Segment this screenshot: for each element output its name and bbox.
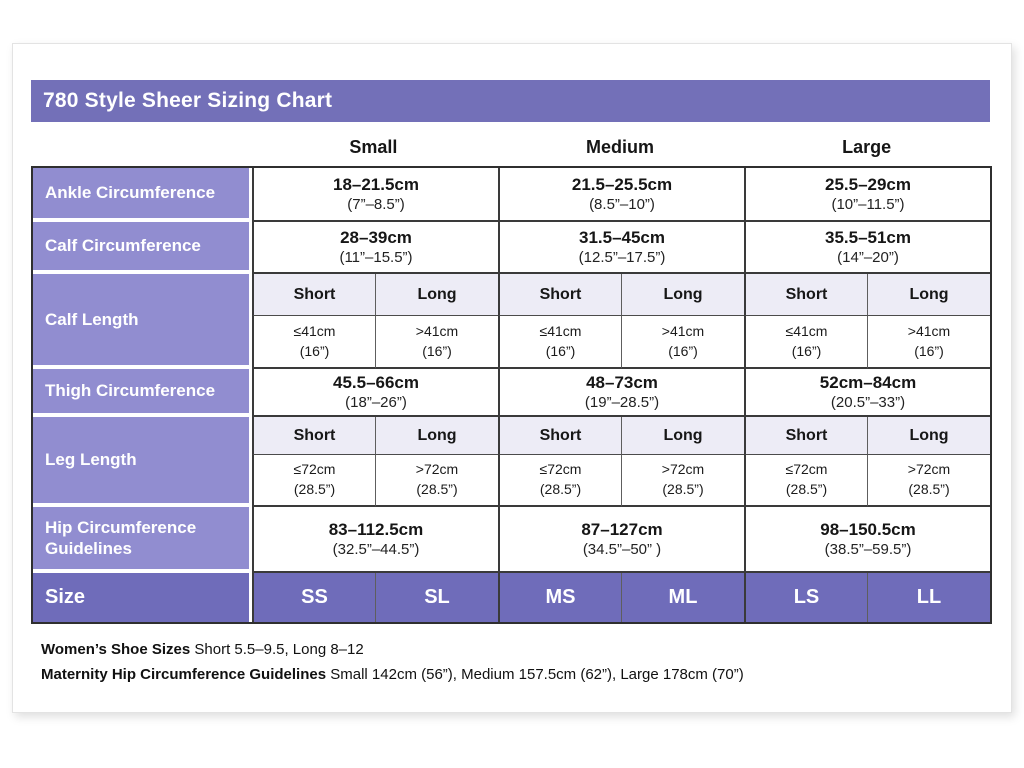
footnotes xyxy=(41,640,744,690)
row-label-calf-length: Calf Length xyxy=(33,274,252,369)
size-cell-ml: ML xyxy=(621,573,744,622)
size-cell-ls: LS xyxy=(744,573,867,622)
leg-length-small-short-cell: ≤72cm (28.5”) xyxy=(252,455,375,507)
row-label-leg-length: Leg Length xyxy=(33,417,252,507)
size-cell-ss: SS xyxy=(252,573,375,622)
calf-length-medium-short-header: Short xyxy=(498,274,621,316)
leg-length-medium-long-header: Long xyxy=(621,417,744,455)
ankle-small-cell xyxy=(252,168,498,222)
leg-length-small-long-cell: >72cm (28.5”) xyxy=(375,455,498,507)
thigh-large-cell: 52cm–84cm (20.5”–33”) xyxy=(744,369,990,417)
sizing-table xyxy=(31,166,992,624)
thigh-medium-cell: 48–73cm (19”–28.5”) xyxy=(498,369,744,417)
leg-length-medium-short-cell: ≤72cm (28.5”) xyxy=(498,455,621,507)
calf-circumference-medium-cell: 31.5–45cm (12.5”–17.5”) xyxy=(498,222,744,274)
chart-title-bar xyxy=(31,80,990,122)
size-cell-sl: SL xyxy=(375,573,498,622)
ankle-medium-cell xyxy=(498,168,744,222)
leg-length-large-short-header: Short xyxy=(744,417,867,455)
footnote-maternity-text: Small 142cm (56”), Medium 157.5cm (62”), Large 178cm (70”) xyxy=(326,666,744,683)
leg-length-small-short-header: Short xyxy=(252,417,375,455)
calf-circumference-small-cell: 28–39cm (11”–15.5”) xyxy=(252,222,498,274)
calf-length-small-long-cell: >41cm (16”) xyxy=(375,316,498,369)
row-label-size: Size xyxy=(33,573,252,622)
leg-length-small-long-header: Long xyxy=(375,417,498,455)
ankle-medium-cm: 21.5–25.5cm xyxy=(571,174,673,194)
calf-length-large-short-header: Short xyxy=(744,274,867,316)
calf-length-medium-long-header: Long xyxy=(621,274,744,316)
footnote-shoe-sizes-title: Women’s Shoe Sizes xyxy=(41,641,191,658)
leg-length-medium-long-cell: >72cm (28.5”) xyxy=(621,455,744,507)
row-label-hip-circumference-guidelines: Hip Circumference Guidelines xyxy=(33,507,252,573)
footnote-shoe-sizes-text: Short 5.5–9.5, Long 8–12 xyxy=(190,641,364,658)
leg-length-large-long-cell: >72cm (28.5”) xyxy=(867,455,990,507)
size-cell-ms: MS xyxy=(498,573,621,622)
footnote-shoe-sizes xyxy=(41,640,744,659)
leg-length-large-long-header: Long xyxy=(867,417,990,455)
row-label-calf-circumference: Calf Circumference xyxy=(33,222,252,274)
hip-large-cell: 98–150.5cm (38.5”–59.5”) xyxy=(744,507,990,573)
row-label-ankle-circumference: Ankle Circumference xyxy=(33,168,252,222)
ankle-large-cell xyxy=(744,168,990,222)
size-cell-ll: LL xyxy=(867,573,990,622)
column-header-large: Large xyxy=(842,137,892,157)
footnote-maternity xyxy=(41,665,744,684)
row-label-thigh-circumference: Thigh Circumference xyxy=(33,369,252,417)
ankle-small-inches: (7”–8.5”) xyxy=(347,195,405,213)
calf-length-small-short-cell: ≤41cm (16”) xyxy=(252,316,375,369)
calf-circumference-large-cell: 35.5–51cm (14”–20”) xyxy=(744,222,990,274)
ankle-medium-inches: (8.5”–10”) xyxy=(589,195,655,213)
leg-length-large-short-cell: ≤72cm (28.5”) xyxy=(744,455,867,507)
column-header-small: Small xyxy=(349,137,398,157)
column-header-medium: Medium xyxy=(586,137,655,157)
size-column-headers xyxy=(250,131,990,164)
hip-medium-cell: 87–127cm (34.5”–50” ) xyxy=(498,507,744,573)
hip-small-cell: 83–112.5cm (32.5”–44.5”) xyxy=(252,507,498,573)
calf-length-small-long-header: Long xyxy=(375,274,498,316)
chart-title: 780 Style Sheer Sizing Chart xyxy=(43,89,333,112)
calf-length-small-short-header: Short xyxy=(252,274,375,316)
calf-length-large-long-cell: >41cm (16”) xyxy=(867,316,990,369)
leg-length-medium-short-header: Short xyxy=(498,417,621,455)
ankle-small-cm: 18–21.5cm xyxy=(332,174,420,194)
ankle-large-cm: 25.5–29cm xyxy=(824,174,912,194)
ankle-large-inches: (10”–11.5”) xyxy=(831,195,905,213)
footnote-maternity-title: Maternity Hip Circumference Guidelines xyxy=(41,666,327,683)
calf-length-medium-long-cell: >41cm (16”) xyxy=(621,316,744,369)
calf-length-medium-short-cell: ≤41cm (16”) xyxy=(498,316,621,369)
thigh-small-cell: 45.5–66cm (18”–26”) xyxy=(252,369,498,417)
calf-length-large-short-cell: ≤41cm (16”) xyxy=(744,316,867,369)
calf-length-large-long-header: Long xyxy=(867,274,990,316)
